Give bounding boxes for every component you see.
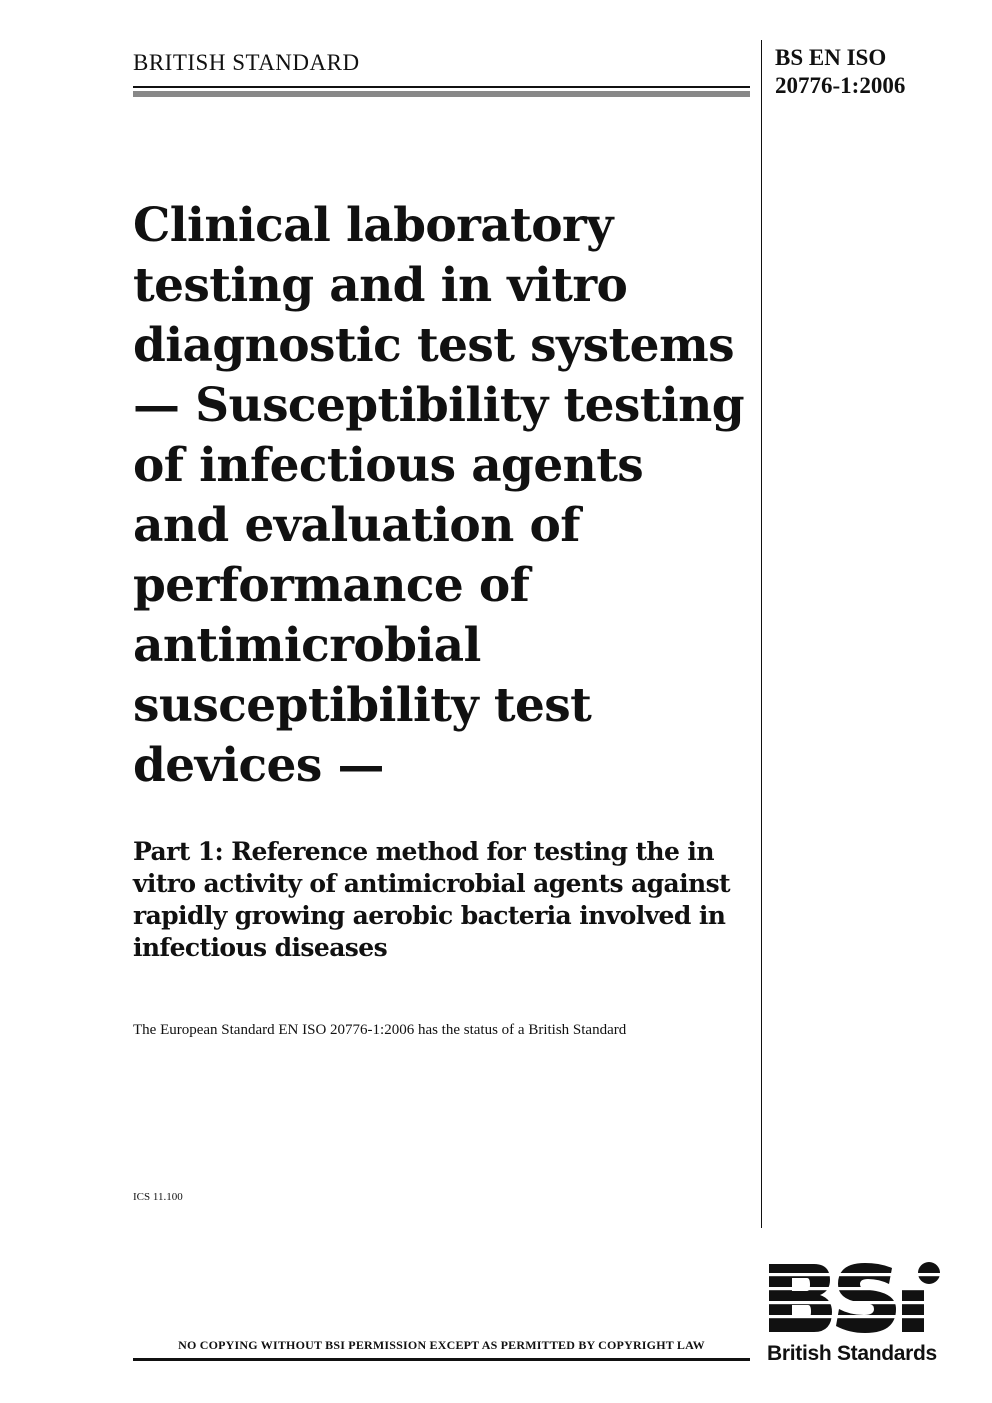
ics-code: ICS 11.100 [133, 1191, 183, 1203]
bsi-logo-wordmark [762, 1262, 952, 1333]
standard-number-line1: BS EN ISO [775, 45, 887, 70]
bsi-logo-caption: British Standards [767, 1342, 937, 1365]
document-type-label: BRITISH STANDARD [133, 50, 360, 75]
document-subtitle: Part 1: Reference method for testing the in vitro activity of antimicrobial agents against rapidly growing aerobic bacteria involved in infectious diseases [133, 837, 730, 962]
header-rule [133, 86, 750, 97]
header-thin-rule [133, 86, 750, 88]
standard-number [775, 44, 905, 100]
footer-rule [133, 1358, 750, 1361]
vertical-divider [761, 40, 762, 1228]
status-note: The European Standard EN ISO 20776-1:2006 has the status of a British Standard [133, 1022, 627, 1038]
header-thick-rule [133, 91, 750, 97]
copyright-notice: NO COPYING WITHOUT BSI PERMISSION EXCEPT AS PERMITTED BY COPYRIGHT LAW [178, 1338, 705, 1352]
document-title: Clinical laboratory testing and in vitro diagnostic test systems — Susceptibility testing of infectious agents and evaluation of performance of antimicrobial susceptibility test devices — [133, 198, 744, 793]
standard-number-line2: 20776-1:2006 [775, 73, 906, 98]
